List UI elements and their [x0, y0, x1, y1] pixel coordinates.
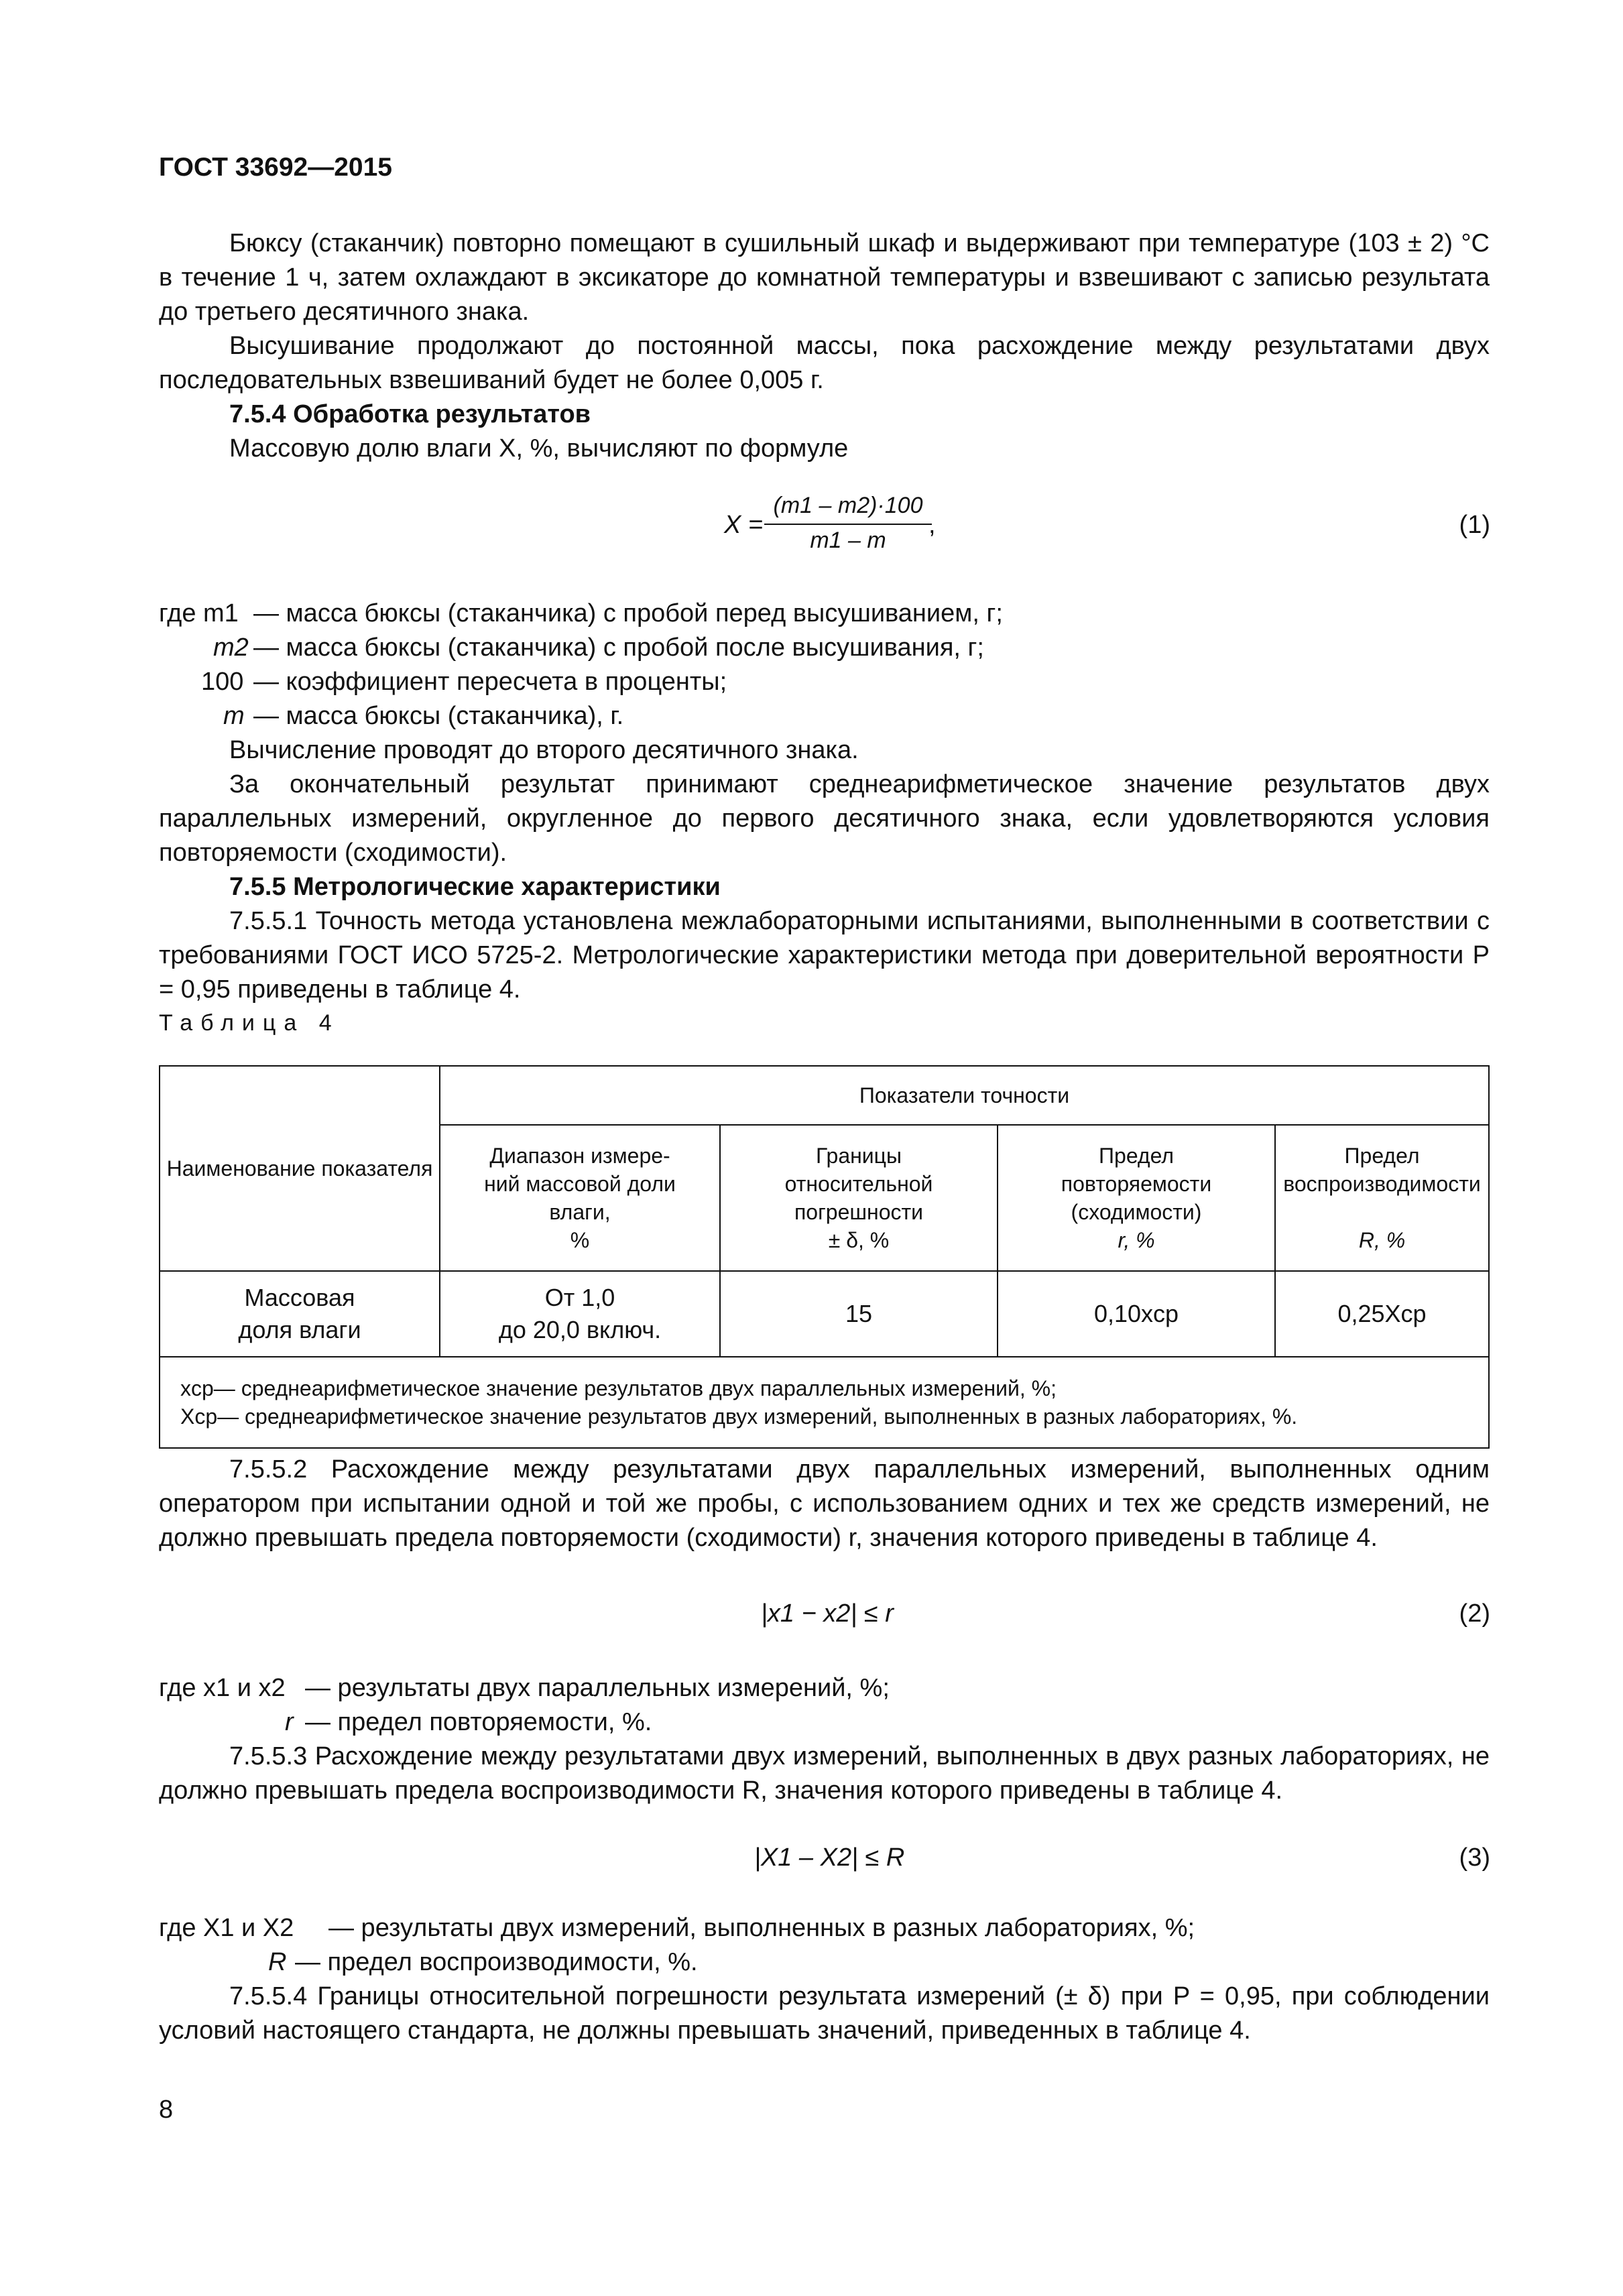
formula-2: |x1 − x2| ≤ r — [761, 1599, 894, 1628]
legend-text: — масса бюксы (стаканчика) с пробой после высушивания, г; — [253, 633, 984, 662]
table-header-name: Наименование показателя — [160, 1066, 440, 1271]
page-number: 8 — [159, 2096, 174, 2124]
paragraph-calculation: Вычисление проводят до второго десятичного знака. — [229, 736, 859, 764]
table-cell-repeatability: 0,10xср — [998, 1271, 1275, 1357]
table-header-range: Диапазон измере- ний массовой доли влаги, % — [440, 1125, 720, 1271]
subsection-7-5-5-title: 7.5.5 Метрологические характеристики — [229, 873, 721, 901]
legend-symbol: где X1 и X2 — [159, 1914, 294, 1942]
paragraph-drying-repeat: Бюксу (стаканчик) повторно помещают в сушильный шкаф и выдерживают при температуре (103 ± 2) °C в течение 1 ч, затем охлаждают в эксикаторе до комнатной температуры и взвешивают с записью результата до третьего десятичного знака. — [159, 229, 1490, 326]
table-header-delta: Границы относительной погрешности ± δ, % — [720, 1125, 998, 1271]
formula-1-fraction-bar — [764, 524, 932, 525]
legend-symbol: m — [223, 702, 245, 730]
table-note-line: xср— среднеарифметическое значение результатов двух параллельных измерений, %; — [180, 1376, 1057, 1400]
paragraph-7-5-5-1: 7.5.5.1 Точность метода установлена межлабораторными испытаниями, выполненными в соответствии с требованиями ГОСТ ИСО 5725-2. Метрологические характеристики метода при доверительной вероятности P = 0,95 приведены в таблице 4. — [159, 907, 1490, 1004]
formula-intro-text: Массовую долю влаги X, %, вычисляют по формуле — [229, 434, 849, 463]
table-header-group: Показатели точности — [440, 1066, 1489, 1125]
paragraph-constant-mass: Высушивание продолжают до постоянной массы, пока расхождение между результатами двух последовательных взвешиваний будет не более 0,005 г. — [159, 332, 1490, 394]
legend-symbol: r — [285, 1708, 294, 1736]
subsection-7-5-4-title: 7.5.4 Обработка результатов — [229, 400, 591, 428]
legend-text: — масса бюксы (стаканчика) с пробой перед высушиванием, г; — [253, 599, 1003, 627]
table-4 — [159, 1065, 1490, 1449]
formula-1-numerator: (m1 – m2)·100 — [773, 493, 923, 518]
paragraph-final-result: За окончательный результат принимают среднеарифметическое значение результатов двух параллельных измерений, округленное до первого десятичного знака, если удовлетворяются условия повторяемости (сходимости). — [159, 770, 1490, 867]
table-note — [160, 1357, 1489, 1448]
legend-text: — масса бюксы (стаканчика), г. — [253, 702, 624, 730]
table-header-reproducibility: Предел воспроизводимости R, % — [1275, 1125, 1489, 1271]
paragraph-7-5-5-2: 7.5.5.2 Расхождение между результатами двух параллельных измерений, выполненных одним оператором при испытании одной и той же пробы, с использованием одних и тех же средств измерений, не должно превышать предела повторяемости (сходимости) r, значения которого приведены в таблице 4. — [159, 1455, 1490, 1552]
formula-1-denominator: m1 – m — [810, 528, 886, 553]
document-header: ГОСТ 33692—2015 — [159, 153, 392, 182]
formula-2-number: (2) — [1459, 1599, 1490, 1628]
table-cell-indicator: Массовая доля влаги — [160, 1271, 440, 1357]
formula-1-lhs: X = — [724, 511, 764, 539]
paragraph-7-5-5-3: 7.5.5.3 Расхождение между результатами двух измерений, выполненных в двух разных лабораториях, не должно превышать предела воспроизводимости R, значения которого приведены в таблице 4. — [159, 1742, 1490, 1805]
table-cell-reproducibility: 0,25Xср — [1275, 1271, 1489, 1357]
table-header-repeatability: Предел повторяемости (сходимости) r, % — [998, 1125, 1275, 1271]
legend-text: — предел воспроизводимости, %. — [295, 1948, 698, 1976]
legend-text: — предел повторяемости, %. — [305, 1708, 652, 1736]
legend-symbol: R — [268, 1948, 287, 1976]
paragraph-7-5-5-4: 7.5.5.4 Границы относительной погрешности результата измерений (± δ) при P = 0,95, при соблюдении условий настоящего стандарта, не должны превышать значений, приведенных в таблице 4. — [159, 1982, 1490, 2045]
legend-text: — результаты двух параллельных измерений, %; — [305, 1674, 890, 1702]
legend-symbol: где m1 — [159, 599, 239, 627]
legend-text: — результаты двух измерений, выполненных в разных лабораториях, %; — [328, 1914, 1195, 1942]
table-cell-range: От 1,0 до 20,0 включ. — [440, 1271, 720, 1357]
legend-text: — коэффициент пересчета в проценты; — [253, 668, 727, 696]
formula-3-number: (3) — [1459, 1844, 1490, 1872]
legend-symbol: где x1 и x2 — [159, 1674, 286, 1702]
legend-symbol: m2 — [213, 633, 249, 662]
formula-3: |X1 – X2| ≤ R — [754, 1844, 905, 1872]
formula-1-comma: , — [928, 511, 936, 539]
table-cell-delta: 15 — [720, 1271, 998, 1357]
formula-1-number: (1) — [1459, 511, 1490, 539]
table-caption: Таблица 4 — [159, 1010, 340, 1036]
table-note-line: Xср— среднеарифметическое значение результатов двух измерений, выполненных в разных лабораториях, %. — [180, 1404, 1298, 1429]
legend-symbol: 100 — [201, 668, 244, 696]
